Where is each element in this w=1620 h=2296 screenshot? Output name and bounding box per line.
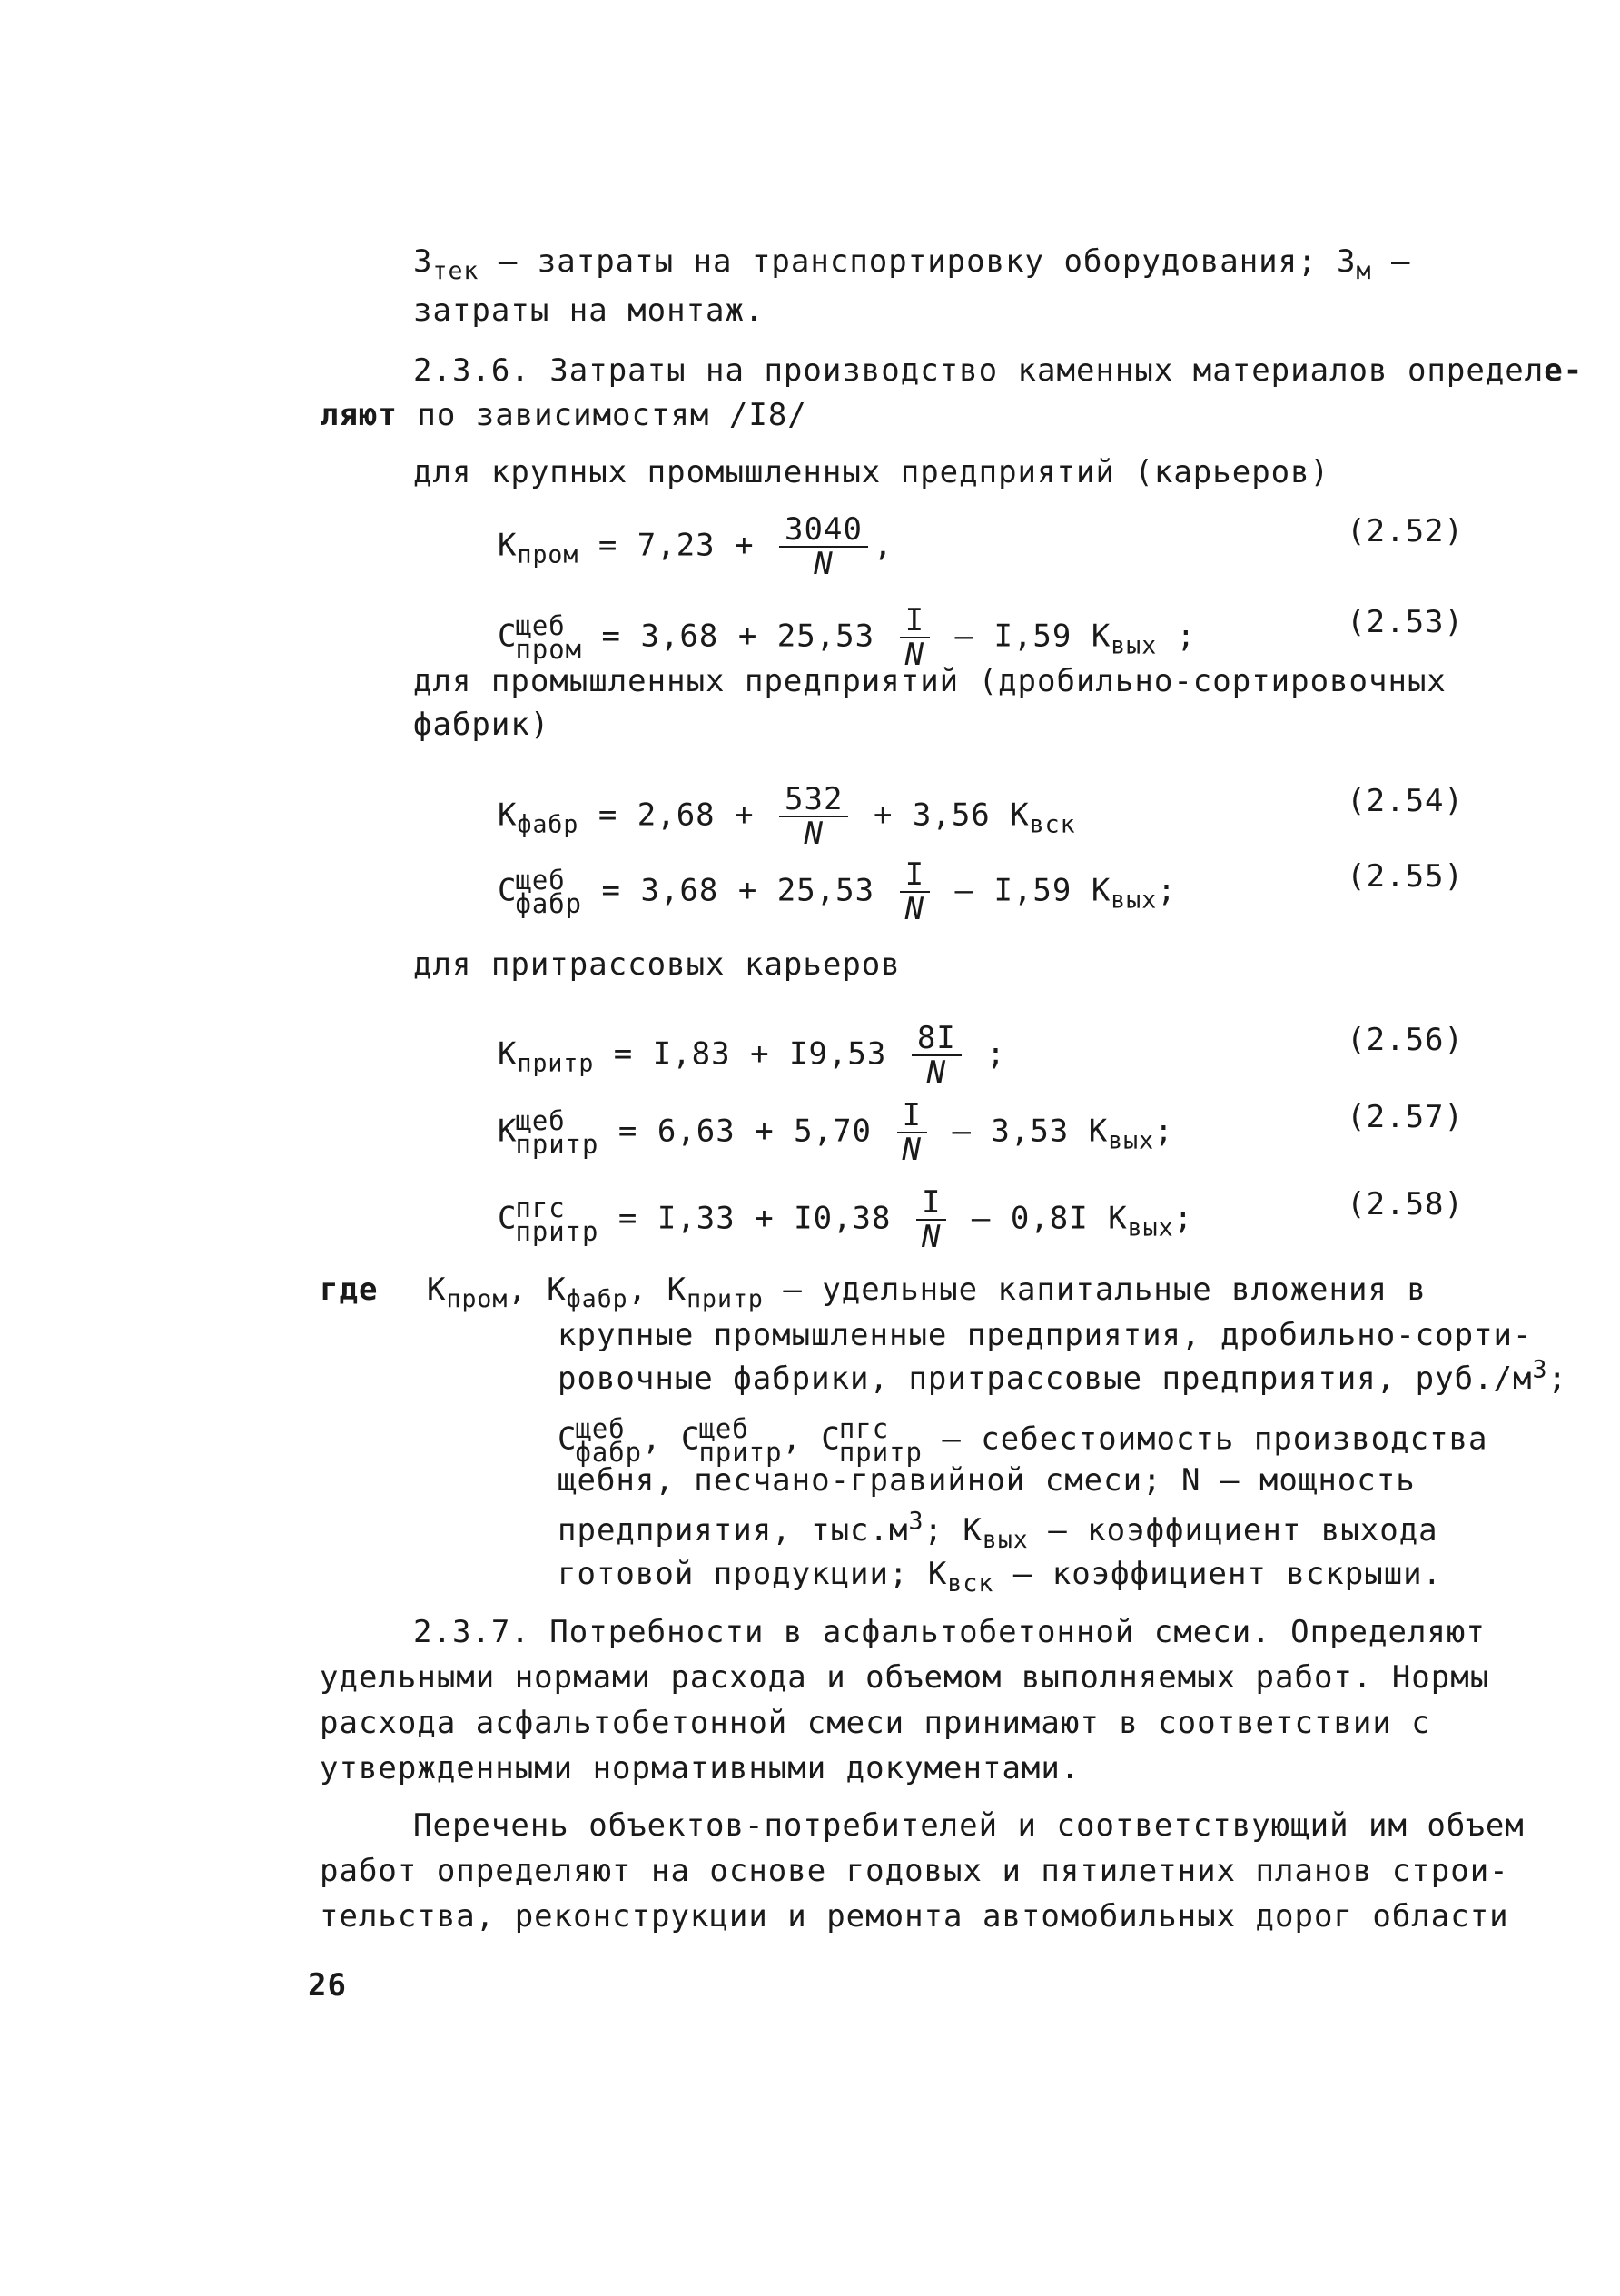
intro-line: фабрик) [413,707,550,743]
numerator: 8I [912,1022,962,1056]
equation-number: (2.55) [1347,858,1464,895]
superscript: 3 [908,1507,924,1536]
text: С [558,1420,578,1458]
text: ; [1547,1361,1567,1397]
text: + 3,56 К [854,797,1030,834]
fraction [897,1099,927,1166]
subscript: фабр [515,888,583,919]
denominator: N [904,891,925,927]
subscript: притр [515,1216,599,1247]
numerator: I [900,858,930,893]
fraction [916,1186,946,1253]
text: ; [1154,1113,1174,1150]
subscript: вых [1111,886,1158,915]
denominator: N [902,1132,922,1168]
denominator: N [804,816,824,852]
equation-2-54 [498,783,1076,850]
subscript: вых [982,1525,1029,1554]
text: – [1371,243,1411,280]
text: = 6,63 + 5,70 [598,1113,892,1150]
numerator: I [897,1099,927,1133]
subscript: притр [687,1284,764,1313]
subscript: м [1356,256,1372,285]
subscript: тек [432,256,479,285]
equation-number: (2.58) [1347,1186,1464,1222]
text: 2.3.6. Затраты на производство каменных материалов определ [413,352,1545,389]
subscript: пром [517,540,579,569]
fraction [900,604,930,671]
sup-sub [575,1413,643,1468]
sup-sub [838,1413,923,1468]
text: ; К [924,1512,983,1549]
text: по зависимостям /I8/ [397,397,807,433]
denominator: N [814,546,834,582]
intro-line: для притрассовых карьеров [413,946,901,983]
subscript: вых [1111,631,1158,660]
text: = 2,68 + [578,797,775,834]
text: предприятия, тыс.м [558,1512,909,1549]
subscript: вск [947,1569,994,1598]
text: – 0,8I К [952,1200,1128,1237]
numerator: 3040 [779,513,868,548]
where-line: щебня, песчано-гравийной смеси; N – мощность [558,1462,1416,1499]
text: – 3,53 К [932,1113,1109,1150]
text-line: затраты на монтаж. [413,292,765,329]
sup-sub [515,610,583,665]
text: К [427,1272,447,1308]
text: = 7,23 + [578,527,775,564]
text: – себестоимость производства [922,1420,1488,1458]
where-line [558,1355,1567,1397]
subscript: притр [838,1437,923,1468]
where-line [558,1507,1438,1554]
text: = 3,68 + 25,53 [582,618,894,655]
fraction [779,783,848,850]
where-label: где [320,1272,379,1308]
fraction [779,513,868,580]
text: ; [1157,872,1177,909]
superscript: 3 [1532,1355,1548,1384]
intro-line: для крупных промышленных предприятий (карьеров) [413,454,1330,490]
text: = I,33 + I0,38 [598,1200,911,1237]
text: , [873,527,894,564]
sup-sub [515,1193,599,1247]
text: е- [1544,352,1584,389]
text-line [413,352,1583,389]
sup-sub [515,1105,599,1160]
text-line: Перечень объектов-потребителей и соответствующий им объем [413,1807,1525,1844]
numerator: I [916,1186,946,1221]
numerator: 532 [779,783,848,817]
text: – коэффициент вскрыши. [993,1556,1443,1592]
equation-2-58 [498,1186,1193,1253]
text: С [821,1420,841,1458]
subscript: пром [446,1284,509,1313]
equation-2-52 [498,513,893,580]
text: ; [1173,1200,1194,1237]
equation-2-56 [498,1022,1006,1089]
equation-number: (2.52) [1347,513,1464,549]
eq-symbol: К [498,1035,518,1073]
equation-number: (2.53) [1347,604,1464,640]
text-line: утвержденными нормативными документами. [320,1750,1081,1786]
fraction [900,858,930,925]
eq-symbol: С [498,1200,518,1237]
subscript: вск [1029,810,1076,839]
equation-2-57 [498,1099,1174,1166]
subscript: притр [515,1129,599,1160]
superscript: щеб [515,1105,566,1136]
text: С [681,1420,701,1458]
text-line [320,397,807,433]
eq-symbol: С [498,618,518,655]
text: – удельные капитальные вложения в [763,1272,1427,1308]
text: ляют [320,397,398,433]
sup-sub [698,1413,783,1468]
text: К [667,1272,687,1308]
equation-number: (2.57) [1347,1099,1464,1135]
numerator: I [900,604,930,638]
eq-symbol: К [498,527,518,564]
text: – I,59 К [935,872,1111,909]
denominator: N [926,1054,947,1091]
text-line [413,243,1411,285]
subscript: притр [517,1049,595,1078]
subscript: фабр [566,1284,628,1313]
text: – коэффициент выхода [1028,1512,1438,1549]
superscript: щеб [575,1413,626,1444]
subscript: пром [515,634,583,665]
equation-2-55 [498,858,1177,925]
text: – I,59 К [935,618,1111,655]
eq-symbol: К [498,1113,518,1150]
text: К [547,1272,567,1308]
text-line: 2.3.7. Потребности в асфальтобетонной смеси. Определяют [413,1614,1486,1650]
fraction [912,1022,962,1089]
subscript: притр [698,1437,783,1468]
text: З [413,243,433,280]
text: – затраты на транспортировку оборудования; З [479,243,1357,280]
eq-symbol: С [498,872,518,909]
subscript: фабр [575,1437,643,1468]
text-line: тельства, реконструкции и ремонта автомобильных дорог области [320,1898,1509,1935]
subscript: вых [1127,1213,1174,1242]
where-line: $К_{пром}$, $К_{фабр}$, $К_{притр}$ – удельные капитальные вложения в [427,1272,1427,1313]
page-number: 26 [308,1967,347,2004]
text: ровочные фабрики, притрассовые предприятия, руб./м [558,1361,1533,1397]
superscript: пгс [515,1193,566,1223]
superscript: щеб [515,865,566,896]
eq-symbol: К [498,797,518,834]
text: ; [1157,618,1197,655]
text: = I,83 + I9,53 [594,1035,906,1073]
equation-number: (2.54) [1347,783,1464,819]
superscript: щеб [698,1413,749,1444]
where-line: С щеб фабр , С щеб притр , С пгс притр – себестоимость производства [558,1413,1488,1468]
text-line: работ определяют на основе годовых и пятилетних планов строи- [320,1853,1509,1889]
subscript: вых [1108,1126,1155,1155]
text-line: удельными нормами расхода и объемом выполняемых работ. Нормы [320,1659,1490,1696]
text: готовой продукции; К [558,1556,948,1592]
sup-sub [515,865,583,919]
denominator: N [904,637,925,673]
denominator: N [921,1219,942,1255]
text: = 3,68 + 25,53 [582,872,894,909]
intro-line: для промышленных предприятий (дробильно-сортировочных [413,663,1447,699]
superscript: пгс [838,1413,890,1444]
equation-2-53 [498,604,1196,671]
equation-number: (2.56) [1347,1022,1464,1058]
superscript: щеб [515,610,566,641]
text-line: расхода асфальтобетонной смеси принимают в соответствии с [320,1705,1431,1741]
where-line [558,1556,1443,1598]
where-line: крупные промышленные предприятия, дробильно-сорти- [558,1317,1533,1353]
text: ; [966,1035,1006,1073]
subscript: фабр [517,810,579,839]
